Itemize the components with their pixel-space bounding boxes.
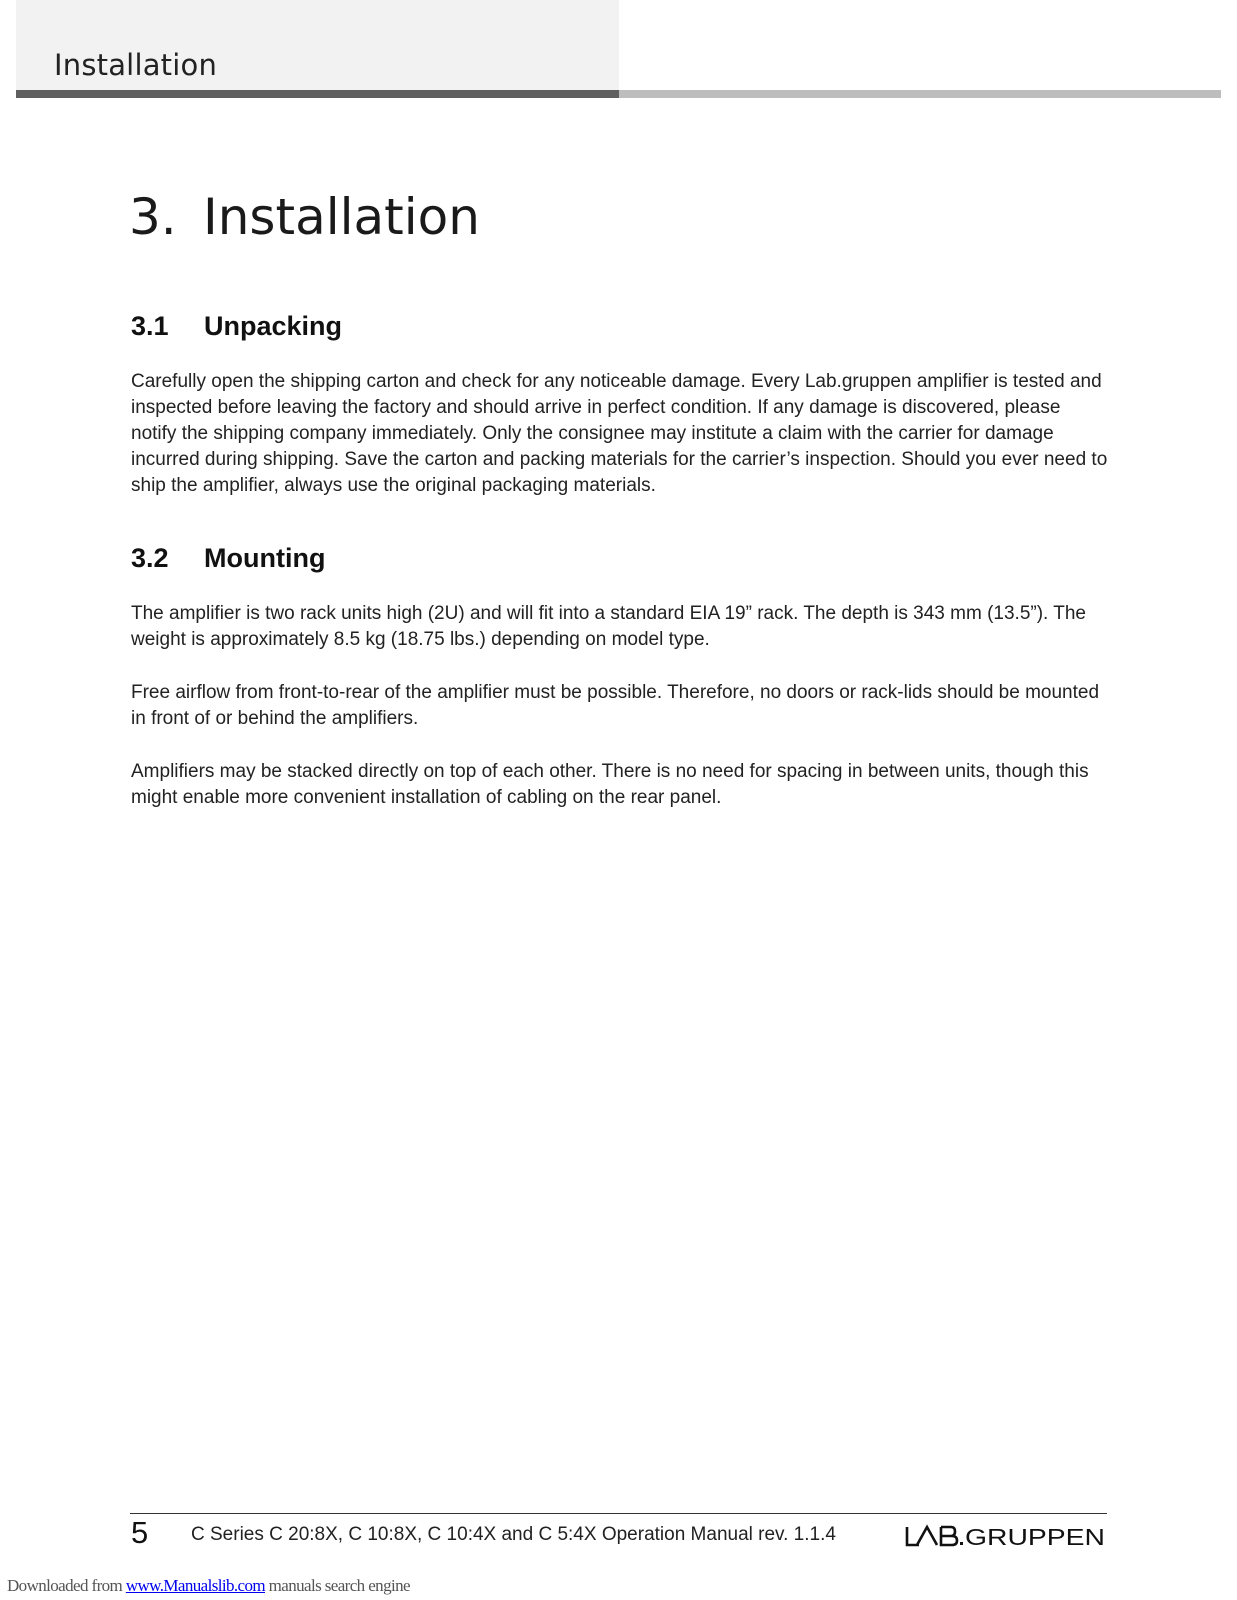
chapter-title xyxy=(129,188,480,246)
lab-gruppen-logo xyxy=(903,1524,1107,1548)
paragraph-mounting-stacking: Amplifiers may be stacked directly on top of each other. There is no need for spacing in between units, though this might enable more convenient installation of cabling on the rear panel. xyxy=(131,761,1089,808)
download-watermark xyxy=(7,1576,410,1596)
footer-rule xyxy=(130,1513,1107,1514)
header-rule-dark xyxy=(16,90,619,98)
section-heading-mounting xyxy=(131,543,325,574)
running-header-title: Installation xyxy=(54,48,218,82)
watermark-suffix: manuals search engine xyxy=(265,1576,410,1595)
manualslib-link[interactable]: www.Manualslib.com xyxy=(125,1576,266,1595)
page-number: 5 xyxy=(131,1515,149,1550)
chapter-number: 3. xyxy=(129,188,177,246)
chapter-title-text: Installation xyxy=(203,188,480,246)
paragraph-mounting-dimensions: The amplifier is two rack units high (2U) and will fit into a standard EIA 19” rack. The depth is 343 mm (13.5”). The weight is approximately 8.5 kg (18.75 lbs.) depending on model type. xyxy=(131,603,1087,650)
watermark-prefix: Downloaded from xyxy=(7,1576,123,1595)
svg-text:GRUPPEN: GRUPPEN xyxy=(965,1524,1105,1548)
header-rule-light xyxy=(619,90,1221,98)
section-heading-unpacking xyxy=(131,311,342,342)
section-number: 3.1 xyxy=(131,311,169,341)
manual-title: C Series C 20:8X, C 10:8X, C 10:4X and C 5:4X Operation Manual rev. 1.1.4 xyxy=(191,1524,836,1545)
paragraph-unpacking: Carefully open the shipping carton and check for any noticeable damage. Every Lab.gruppen amplifier is tested and inspected before leaving the factory and should arrive in perfect condition. If any damage is discovered, please notify the shipping company immediately. Only the consignee may institute a claim with the carrier for damage incurred during shipping. Save the carton and packing materials for the carrier’s inspection. Should you ever need to ship the amplifier, always use the original packaging materials. xyxy=(131,371,1108,496)
section-title: Unpacking xyxy=(204,311,343,341)
section-number: 3.2 xyxy=(131,543,169,573)
paragraph-mounting-airflow: Free airflow from front-to-rear of the amplifier must be possible. Therefore, no doors or rack-lids should be mounted in front of or behind the amplifiers. xyxy=(131,682,1100,729)
section-title: Mounting xyxy=(204,543,326,573)
